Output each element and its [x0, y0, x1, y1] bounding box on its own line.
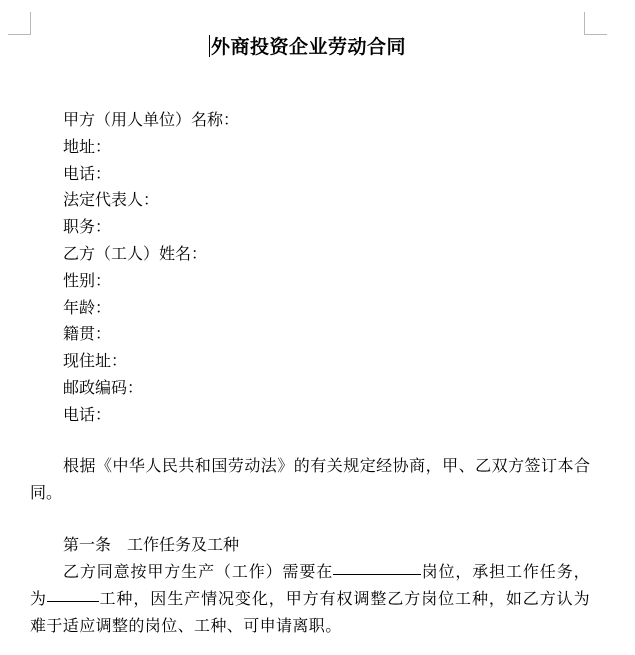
- party-info-fields: [63, 107, 239, 429]
- crop-mark-top-right: [584, 12, 607, 35]
- job-type-blank: [47, 601, 99, 602]
- section-1-text-part-3: 工种，因生产情况变化，甲方有权调整乙方岗位工种，如乙方认为难于适应调整的岗位、工种、可申请离职。: [30, 589, 590, 635]
- field-party-b-name: 乙方（工人）姓名：: [63, 243, 208, 263]
- text-cursor: [209, 35, 210, 57]
- field-party-b-phone: 电话：: [63, 404, 112, 424]
- document-title-text: 外商投资企业劳动合同: [210, 36, 406, 58]
- field-party-a-address: 地址：: [63, 136, 112, 156]
- document-title[interactable]: [0, 34, 615, 60]
- intro-paragraph: 根据《中华人民共和国劳动法》的有关规定经协商，甲、乙双方签订本合同。: [30, 456, 590, 502]
- field-current-address: 现住址：: [63, 351, 128, 371]
- section-1-text-part-2: 岗位，承担工作任务，为: [30, 562, 590, 608]
- field-position: 职务：: [63, 217, 112, 237]
- field-postal-code: 邮政编码：: [63, 377, 144, 397]
- crop-mark-top-left: [8, 12, 31, 35]
- field-legal-representative: 法定代表人：: [63, 190, 160, 210]
- field-party-a-name: 甲方（用人单位）名称：: [63, 110, 240, 129]
- section-1-heading: 第一条 工作任务及工种: [63, 535, 240, 554]
- post-blank: [333, 574, 421, 575]
- field-party-a-phone: 电话：: [63, 163, 112, 183]
- section-1-text-part-1: 乙方同意按甲方生产（工作）需要在: [63, 562, 334, 581]
- field-age: 年龄：: [63, 297, 112, 317]
- field-native-place: 籍贯：: [63, 324, 112, 344]
- field-gender: 性别：: [63, 270, 112, 290]
- section-1-paragraph: [30, 558, 590, 639]
